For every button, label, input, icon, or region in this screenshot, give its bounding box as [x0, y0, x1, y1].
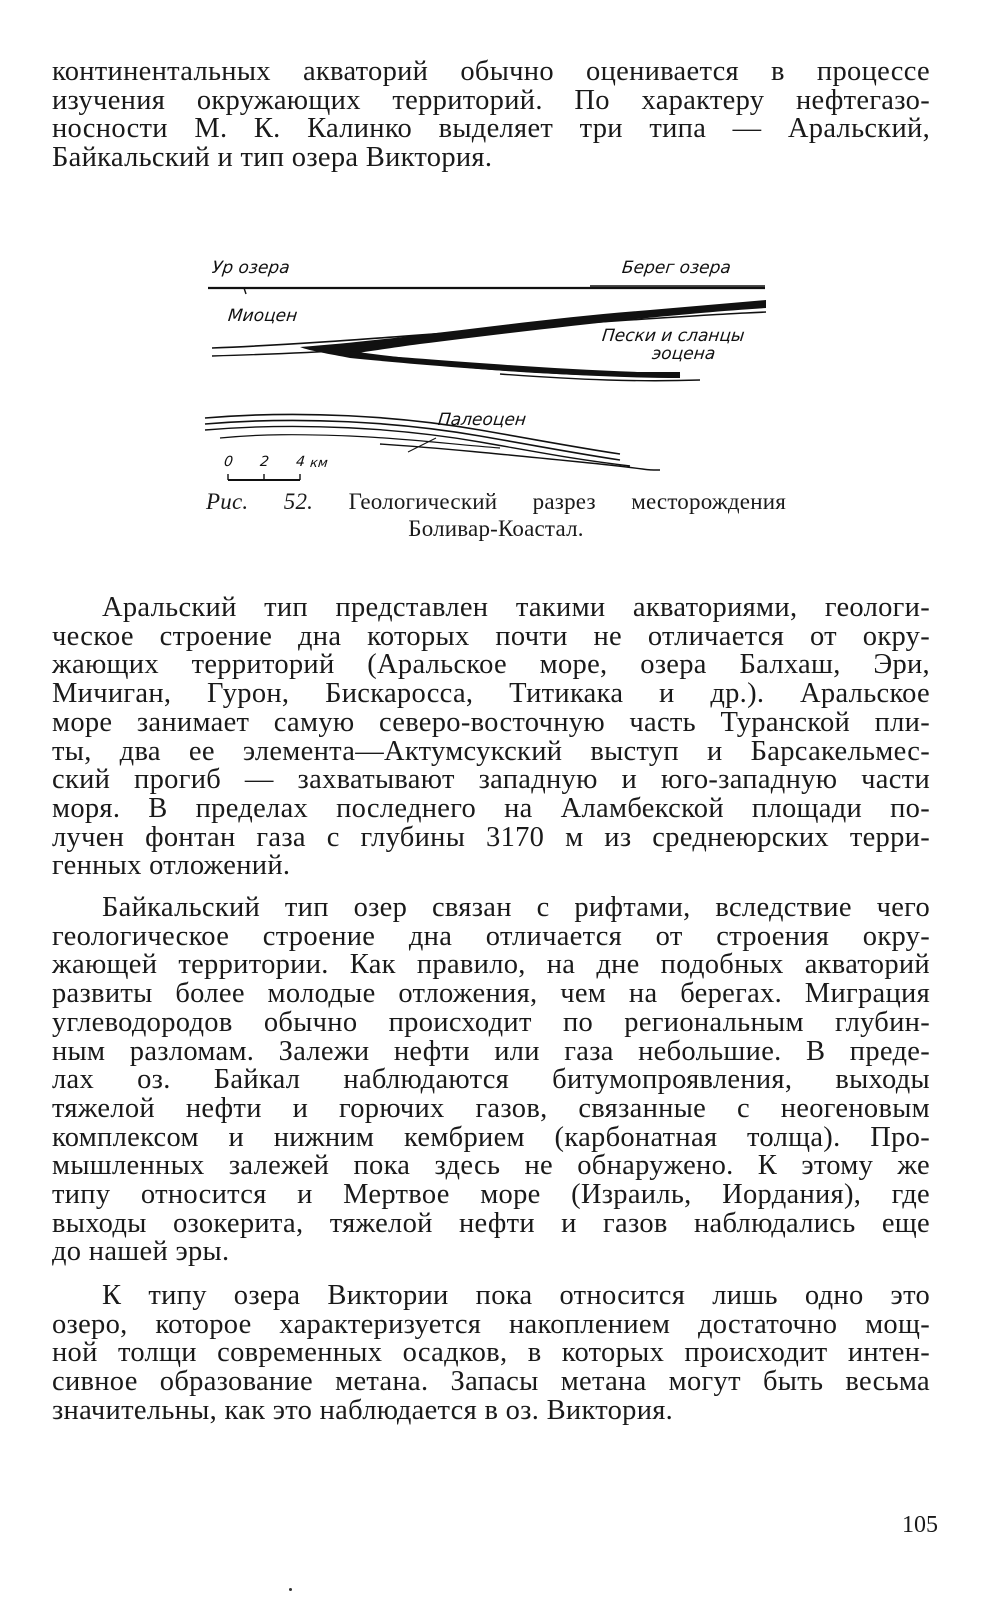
- text-line: ты, два ее элемента—Актумсукский выступ и Барсакельмес-: [52, 735, 930, 767]
- scale-tick-2: 2: [259, 454, 270, 470]
- text-line: выходы озокерита, тяжелой нефти и газов наблюдались еще: [52, 1207, 930, 1239]
- text-line: лучен фонтан газа с глубины 3170 м из среднеюрских терри-: [52, 821, 930, 853]
- text-line: лах оз. Байкал наблюдаются битумопроявления, выходы: [52, 1064, 930, 1096]
- paragraph-baikal: [52, 894, 930, 1267]
- label-miocene: Миоцен: [226, 306, 299, 326]
- scale-tick-4: 4: [295, 454, 306, 470]
- label-lake-shore: Берег озера: [620, 258, 732, 278]
- page-number: 105: [902, 1512, 938, 1538]
- text-line: жающих территорий (Аральское море, озера Балхаш, Эри,: [52, 649, 930, 681]
- text-line: до нашей эры.: [52, 1236, 230, 1268]
- text-line: носности М. К. Калинко выделяет три типа — Аральский,: [52, 113, 930, 145]
- paragraph-victoria: [52, 1282, 930, 1426]
- text-line: озеро, которое характеризуется накоплением достаточно мощ-: [52, 1308, 930, 1340]
- paragraph-aral: [52, 594, 930, 881]
- text-line: геологическое строение дна отличается от строения окру-: [52, 920, 930, 952]
- text-line: типу относится и Мертвое море (Израиль, Иордания), где: [52, 1179, 930, 1211]
- text-line: углеводородов обычно происходит по региональным глубин-: [52, 1006, 930, 1038]
- label-sands-shales: Пески и сланцы: [600, 326, 746, 346]
- text-line: ным разломам. Залежи нефти или газа небольшие. В преде-: [52, 1035, 930, 1067]
- text-line: моря. В пределах последнего на Аламбекской площади по-: [52, 792, 930, 824]
- text-line: ский прогиб — захватывают западную и юго-западную части: [52, 764, 930, 796]
- text-line: изучения окружающих территорий. По характеру нефтегазо-: [52, 84, 930, 116]
- text-line: Байкальский тип озер связан с рифтами, вследствие чего: [102, 892, 930, 923]
- section-drawing: [200, 248, 800, 498]
- figure-caption: [206, 488, 786, 542]
- text-line: тяжелой нефти и горючих газов, связанные с неогеновым: [52, 1092, 930, 1124]
- text-line: комплексом и нижним кембрием (карбонатная толща). Про-: [52, 1121, 930, 1153]
- scale-unit: км: [309, 456, 329, 471]
- text-line: генных отложений.: [52, 850, 291, 882]
- text-line: Мичиган, Гурон, Бискаросса, Титикака и др.). Аральское: [52, 678, 930, 710]
- label-water-level: Ур озера: [210, 258, 291, 278]
- text-line: К типу озера Виктории пока относится лишь одно это: [102, 1280, 930, 1311]
- text-line: ческое строение дна которых почти не отличается от окру-: [52, 620, 930, 652]
- text-line: Байкальский и тип озера Виктория.: [52, 142, 493, 174]
- caption-line-2: Боливар-Коастал.: [408, 516, 584, 541]
- text-line: развиты более молодые отложения, чем на берегах. Миграция: [52, 978, 930, 1010]
- text-line: значительны, как это наблюдается в оз. Виктория.: [52, 1394, 674, 1426]
- geologic-section-figure: [200, 248, 800, 498]
- print-speck: [289, 1588, 292, 1591]
- text-line: Аральский тип представлен такими акваториями, геологи-: [102, 592, 930, 623]
- scale-tick-0: 0: [223, 454, 234, 470]
- text-line: ной толщи современных осадков, в которых происходит интен-: [52, 1337, 930, 1369]
- caption-prefix: Рис. 52.: [206, 489, 314, 514]
- text-line: континентальных акваторий обычно оценивается в процессе: [52, 56, 930, 87]
- caption-line-1: Геологический разрез месторождения: [348, 489, 787, 514]
- paragraph-intro: [52, 58, 930, 173]
- text-line: мышленных залежей пока здесь не обнаружено. К этому же: [52, 1150, 930, 1182]
- label-eocene: эоцена: [650, 344, 717, 364]
- text-line: сивное образование метана. Запасы метана могут быть весьма: [52, 1366, 930, 1398]
- text-line: жающей территории. Как правило, на дне подобных акваторий: [52, 949, 930, 981]
- label-paleocene: Палеоцен: [436, 410, 528, 430]
- text-line: море занимает самую северо-восточную часть Туранской пли-: [52, 706, 930, 738]
